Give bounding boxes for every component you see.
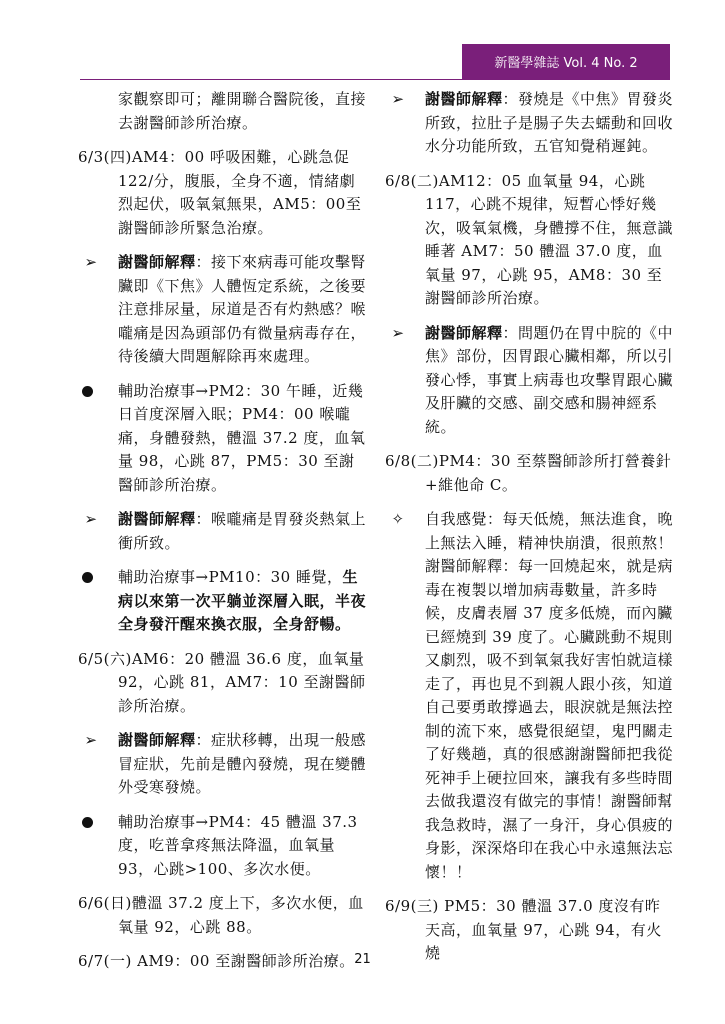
explanation-text: ：接下來病毒可能攻擊腎臟即《下焦》人體恆定系統，之後要注意排尿量，尿道是否有灼熱感？喉嚨痛是因為頭部仍有微量病毒存在，待後續大問題解除再來處理。 (118, 253, 367, 365)
bullet-icon (82, 817, 93, 828)
diary-entry: 6/3(四)AM4：00 呼吸困難，心跳急促122/分，腹脹，全身不適，情緒劇烈起伏，吸氧氣無果，AM5：00至謝醫師診所緊急治療。 (78, 148, 362, 237)
treatment-text: 輔助治療事→PM4：45 體溫 37.3度，吃普拿疼無法降溫，血氧量93，心跳>100、多次水便。 (118, 812, 358, 878)
diary-entry: 6/9(三) PM5：30 體溫 37.0 度沒有昨天高，血氧量 97，心跳 94，有火燒 (385, 897, 662, 962)
explanation-text: ：喉嚨痛是胃發炎熱氣上衝所致。 (118, 510, 367, 552)
arrowhead-icon: ➢ (391, 323, 405, 342)
treatment-text: 輔助治療事→PM2：30 午睡，近幾日首度深層入眠；PM4：00 喉嚨痛，身體發熱，體溫 37.2 度，血氧量 98，心跳 87，PM5：30 至謝醫師診所治療。 (118, 381, 366, 494)
left-column (78, 88, 368, 985)
treatment-highlight: 生病以來第一次平躺並深層入眠，半夜全身發汗醒來換衣服，全身舒暢。 (118, 568, 367, 633)
doctor-explanation (78, 508, 368, 555)
four-point-star-icon: ✧ (391, 510, 405, 528)
explanation-label: 謝醫師解釋 (118, 253, 196, 271)
doctor-explanation (78, 251, 368, 369)
explanation-text: ：問題仍在胃中脘的《中焦》部份，因胃跟心臟相鄰，所以引發心悸，事實上病毒也攻擊胃跟心臟及肝臟的交感、副交感和腸神經系統。 (425, 323, 674, 436)
doctor-explanation (78, 729, 368, 800)
explanation-text: ：症狀移轉，出現一般感冒症狀，先前是體內發燒，現在變體外受寒發燒。 (118, 731, 367, 796)
diary-entry: 6/6(日)體溫 37.2 度上下，多次水便，血氧量 92，心跳 88。 (78, 894, 364, 936)
doctor-explanation (385, 88, 675, 159)
treatment-item (78, 811, 368, 882)
arrowhead-icon: ➢ (84, 253, 98, 271)
explanation-label: 謝醫師解釋 (118, 731, 196, 749)
self-feeling-text: 自我感覺：每天低燒，無法進食，晚上無法入睡，精神快崩潰，很煎熬！謝醫師解釋：每一回燒起來，就是病毒在複製以增加病毒數量，許多時候，皮膚表層 37 度多低燒，而內臟已經燒到 39 度了。心臟跳動不規則又劇烈，吸不到氧氣我好害怕就這樣走了，再也見不到親人跟小孩，知道自己要勇敢撐過去，眼淚就是無法控制的流下來，感覺很絕望，鬼門關走了好幾趟，真的很感謝謝醫師把我從死神手上硬拉回來，讓我有多些時間去做我還沒有做完的事情！謝醫師幫我急救時，濕了一身汗，身心俱疲的身影，深深烙印在我心中永遠無法忘懷！！ (425, 510, 674, 881)
right-column (385, 88, 675, 977)
diary-entry: 6/8(二)AM12：05 血氧量 94，心跳 117，心跳不規律，短暫心悸好幾次，吸氧氣機，身體撐不住，無意識睡著 AM7：50 體溫 37.0 度，血氧量 97，心跳 95，AM8：30 至謝醫師診所治療。 (385, 171, 674, 307)
treatment-item (78, 380, 368, 498)
arrowhead-icon: ➢ (84, 510, 98, 528)
bullet-icon (82, 386, 93, 397)
diary-entry: 6/8(二)PM4：30 至蔡醫師診所打營養針+維他命 C。 (385, 452, 672, 494)
treatment-item (78, 566, 368, 637)
diary-entry: 6/5(六)AM6：20 體溫 36.6 度，血氧量92，心跳 81，AM7：10 至謝醫師診所治療。 (78, 649, 366, 715)
header-divider (80, 79, 670, 80)
arrowhead-icon: ➢ (84, 731, 98, 749)
diary-entry: 6/7(一) AM9：00 至謝醫師診所治療。 (78, 952, 355, 970)
bullet-icon (82, 572, 93, 583)
treatment-text: 輔助治療事→PM10：30 睡覺， (118, 568, 343, 586)
explanation-label: 謝醫師解釋 (118, 510, 196, 528)
arrowhead-icon: ➢ (391, 90, 405, 108)
explanation-label: 謝醫師解釋 (425, 323, 503, 342)
journal-title: 新醫學雜誌 Vol. 4 No. 2 (494, 56, 638, 71)
self-feeling-item (385, 508, 675, 884)
journal-header (462, 44, 670, 79)
explanation-text: ：發燒是《中焦》胃發炎所致，拉肚子是腸子失去蠕動和回收水分功能所致，五官知覺稍遲鈍。 (425, 90, 674, 155)
continued-paragraph: 家觀察即可；離開聯合醫院後，直接去謝醫師診所治療。 (118, 90, 367, 132)
explanation-label: 謝醫師解釋 (425, 90, 503, 108)
doctor-explanation (385, 322, 675, 440)
page-number: 21 (354, 952, 371, 967)
